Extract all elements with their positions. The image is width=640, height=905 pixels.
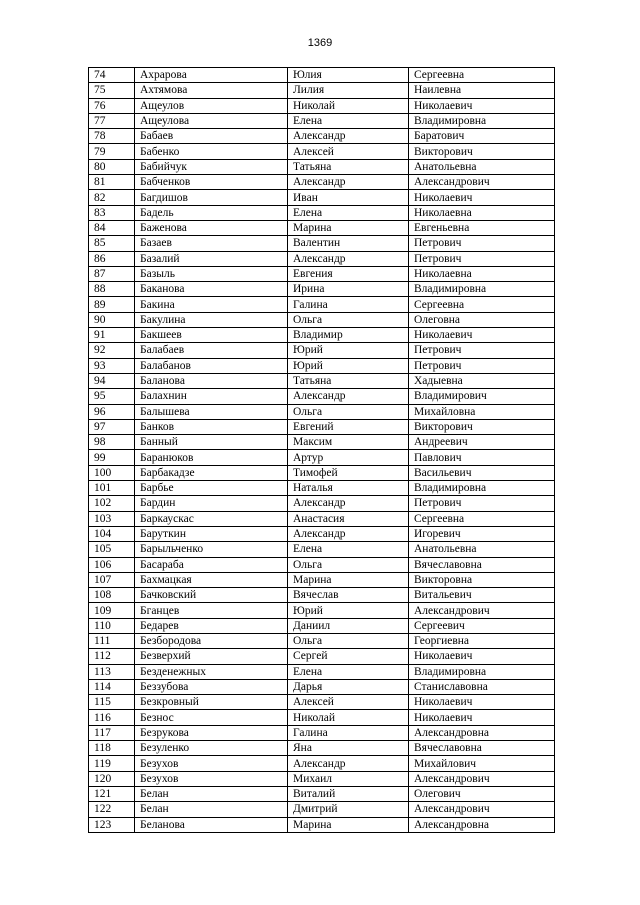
row-number-cell: 106: [89, 557, 135, 572]
first-name-cell: Юрий: [288, 343, 409, 358]
patronymic-cell: Владимировна: [409, 481, 555, 496]
row-number-cell: 86: [89, 251, 135, 266]
last-name-cell: Баркаускас: [135, 511, 288, 526]
row-number-cell: 109: [89, 603, 135, 618]
table-row: [89, 542, 555, 557]
last-name-cell: Баранюков: [135, 450, 288, 465]
table-row: [89, 756, 555, 771]
table-row: [89, 144, 555, 159]
row-number-cell: 83: [89, 205, 135, 220]
row-number-cell: 88: [89, 282, 135, 297]
first-name-cell: Алексей: [288, 695, 409, 710]
last-name-cell: Банный: [135, 435, 288, 450]
row-number-cell: 112: [89, 649, 135, 664]
row-number-cell: 108: [89, 588, 135, 603]
first-name-cell: Сергей: [288, 649, 409, 664]
row-number-cell: 87: [89, 266, 135, 281]
patronymic-cell: Витальевич: [409, 588, 555, 603]
last-name-cell: Беланова: [135, 817, 288, 832]
first-name-cell: Александр: [288, 175, 409, 190]
last-name-cell: Безухов: [135, 756, 288, 771]
first-name-cell: Александр: [288, 389, 409, 404]
patronymic-cell: Станиславовна: [409, 679, 555, 694]
first-name-cell: Елена: [288, 205, 409, 220]
patronymic-cell: Олегович: [409, 786, 555, 801]
row-number-cell: 105: [89, 542, 135, 557]
last-name-cell: Безуленко: [135, 741, 288, 756]
patronymic-cell: Васильевич: [409, 465, 555, 480]
patronymic-cell: Сергеевна: [409, 511, 555, 526]
first-name-cell: Иван: [288, 190, 409, 205]
table-row: [89, 435, 555, 450]
table-row: [89, 633, 555, 648]
row-number-cell: 104: [89, 526, 135, 541]
last-name-cell: Баженова: [135, 220, 288, 235]
table-row: [89, 297, 555, 312]
patronymic-cell: Хадыевна: [409, 373, 555, 388]
first-name-cell: Михаил: [288, 771, 409, 786]
first-name-cell: Валентин: [288, 236, 409, 251]
table-row: [89, 802, 555, 817]
first-name-cell: Татьяна: [288, 159, 409, 174]
patronymic-cell: Николаевич: [409, 710, 555, 725]
row-number-cell: 116: [89, 710, 135, 725]
patronymic-cell: Александрович: [409, 802, 555, 817]
first-name-cell: Николай: [288, 98, 409, 113]
table-row: [89, 328, 555, 343]
row-number-cell: 90: [89, 312, 135, 327]
table-row: [89, 205, 555, 220]
table-row: [89, 603, 555, 618]
row-number-cell: 94: [89, 373, 135, 388]
patronymic-cell: Вячеславовна: [409, 557, 555, 572]
table-row: [89, 679, 555, 694]
last-name-cell: Белан: [135, 786, 288, 801]
patronymic-cell: Сергеевна: [409, 297, 555, 312]
last-name-cell: Безденежных: [135, 664, 288, 679]
patronymic-cell: Олеговна: [409, 312, 555, 327]
last-name-cell: Безверхий: [135, 649, 288, 664]
first-name-cell: Артур: [288, 450, 409, 465]
last-name-cell: Базалий: [135, 251, 288, 266]
last-name-cell: Балахнин: [135, 389, 288, 404]
table-row: [89, 817, 555, 832]
patronymic-cell: Петрович: [409, 251, 555, 266]
row-number-cell: 89: [89, 297, 135, 312]
first-name-cell: Александр: [288, 526, 409, 541]
last-name-cell: Бардин: [135, 496, 288, 511]
row-number-cell: 92: [89, 343, 135, 358]
first-name-cell: Елена: [288, 664, 409, 679]
first-name-cell: Дмитрий: [288, 802, 409, 817]
table-row: [89, 465, 555, 480]
patronymic-cell: Андреевич: [409, 435, 555, 450]
first-name-cell: Ольга: [288, 312, 409, 327]
table-row: [89, 251, 555, 266]
last-name-cell: Багдишов: [135, 190, 288, 205]
table-row: [89, 389, 555, 404]
row-number-cell: 107: [89, 572, 135, 587]
last-name-cell: Ахрарова: [135, 68, 288, 83]
first-name-cell: Галина: [288, 297, 409, 312]
first-name-cell: Лилия: [288, 83, 409, 98]
row-number-cell: 101: [89, 481, 135, 496]
patronymic-cell: Николаевич: [409, 190, 555, 205]
last-name-cell: Безухов: [135, 771, 288, 786]
patronymic-cell: Петрович: [409, 343, 555, 358]
row-number-cell: 121: [89, 786, 135, 801]
table-row: [89, 450, 555, 465]
patronymic-cell: Викторович: [409, 144, 555, 159]
page-number: 1369: [307, 37, 333, 49]
patronymic-cell: Николаевич: [409, 98, 555, 113]
patronymic-cell: Александрович: [409, 603, 555, 618]
table-row: [89, 572, 555, 587]
last-name-cell: Безрукова: [135, 725, 288, 740]
patronymic-cell: Николаевич: [409, 649, 555, 664]
patronymic-cell: Михайловна: [409, 404, 555, 419]
table-row: [89, 404, 555, 419]
patronymic-cell: Евгеньевна: [409, 220, 555, 235]
patronymic-cell: Александрович: [409, 771, 555, 786]
row-number-cell: 96: [89, 404, 135, 419]
first-name-cell: Николай: [288, 710, 409, 725]
last-name-cell: Бачковский: [135, 588, 288, 603]
first-name-cell: Алексей: [288, 144, 409, 159]
table-row: [89, 266, 555, 281]
row-number-cell: 77: [89, 113, 135, 128]
first-name-cell: Дарья: [288, 679, 409, 694]
table-row: [89, 481, 555, 496]
table-row: [89, 771, 555, 786]
patronymic-cell: Павлович: [409, 450, 555, 465]
last-name-cell: Барбакадзе: [135, 465, 288, 480]
row-number-cell: 75: [89, 83, 135, 98]
row-number-cell: 95: [89, 389, 135, 404]
row-number-cell: 114: [89, 679, 135, 694]
row-number-cell: 98: [89, 435, 135, 450]
table-row: [89, 649, 555, 664]
first-name-cell: Евгений: [288, 419, 409, 434]
last-name-cell: Балабанов: [135, 358, 288, 373]
last-name-cell: Балабаев: [135, 343, 288, 358]
row-number-cell: 111: [89, 633, 135, 648]
patronymic-cell: Сергеевич: [409, 618, 555, 633]
patronymic-cell: Петрович: [409, 236, 555, 251]
last-name-cell: Балышева: [135, 404, 288, 419]
first-name-cell: Ирина: [288, 282, 409, 297]
patronymic-cell: Наилевна: [409, 83, 555, 98]
first-name-cell: Ольга: [288, 557, 409, 572]
patronymic-cell: Владимирович: [409, 389, 555, 404]
row-number-cell: 74: [89, 68, 135, 83]
table-row: [89, 725, 555, 740]
table-row: [89, 190, 555, 205]
row-number-cell: 113: [89, 664, 135, 679]
patronymic-cell: Александровна: [409, 817, 555, 832]
row-number-cell: 103: [89, 511, 135, 526]
first-name-cell: Евгения: [288, 266, 409, 281]
first-name-cell: Юрий: [288, 358, 409, 373]
first-name-cell: Ольга: [288, 404, 409, 419]
row-number-cell: 91: [89, 328, 135, 343]
first-name-cell: Марина: [288, 817, 409, 832]
table-row: [89, 511, 555, 526]
row-number-cell: 118: [89, 741, 135, 756]
row-number-cell: 85: [89, 236, 135, 251]
last-name-cell: Базаев: [135, 236, 288, 251]
row-number-cell: 84: [89, 220, 135, 235]
last-name-cell: Бахмацкая: [135, 572, 288, 587]
last-name-cell: Бабченков: [135, 175, 288, 190]
table-row: [89, 159, 555, 174]
table-row: [89, 526, 555, 541]
last-name-cell: Басараба: [135, 557, 288, 572]
patronymic-cell: Петрович: [409, 496, 555, 511]
last-name-cell: Бедарев: [135, 618, 288, 633]
patronymic-cell: Георгиевна: [409, 633, 555, 648]
first-name-cell: Александр: [288, 251, 409, 266]
patronymic-cell: Владимировна: [409, 282, 555, 297]
first-name-cell: Вячеслав: [288, 588, 409, 603]
row-number-cell: 119: [89, 756, 135, 771]
last-name-cell: Ахтямова: [135, 83, 288, 98]
first-name-cell: Владимир: [288, 328, 409, 343]
last-name-cell: Ащеулов: [135, 98, 288, 113]
first-name-cell: Максим: [288, 435, 409, 450]
table-row: [89, 129, 555, 144]
row-number-cell: 76: [89, 98, 135, 113]
first-name-cell: Елена: [288, 113, 409, 128]
table-row: [89, 710, 555, 725]
patronymic-cell: Петрович: [409, 358, 555, 373]
last-name-cell: Базыль: [135, 266, 288, 281]
row-number-cell: 93: [89, 358, 135, 373]
first-name-cell: Яна: [288, 741, 409, 756]
first-name-cell: Татьяна: [288, 373, 409, 388]
first-name-cell: Марина: [288, 220, 409, 235]
patronymic-cell: Вячеславовна: [409, 741, 555, 756]
patronymic-cell: Игоревич: [409, 526, 555, 541]
table-row: [89, 282, 555, 297]
patronymic-cell: Николаевна: [409, 266, 555, 281]
first-name-cell: Наталья: [288, 481, 409, 496]
row-number-cell: 110: [89, 618, 135, 633]
table-row: [89, 373, 555, 388]
table-row: [89, 496, 555, 511]
row-number-cell: 100: [89, 465, 135, 480]
table-row: [89, 236, 555, 251]
patronymic-cell: Анатольевна: [409, 159, 555, 174]
table-row: [89, 68, 555, 83]
patronymic-cell: Александрович: [409, 175, 555, 190]
last-name-cell: Белан: [135, 802, 288, 817]
last-name-cell: Бакина: [135, 297, 288, 312]
patronymic-cell: Михайлович: [409, 756, 555, 771]
row-number-cell: 81: [89, 175, 135, 190]
last-name-cell: Безбородова: [135, 633, 288, 648]
first-name-cell: Анастасия: [288, 511, 409, 526]
table-row: [89, 312, 555, 327]
names-table: [88, 67, 555, 833]
patronymic-cell: Баратович: [409, 129, 555, 144]
row-number-cell: 122: [89, 802, 135, 817]
first-name-cell: Виталий: [288, 786, 409, 801]
table-row: [89, 98, 555, 113]
last-name-cell: Баруткин: [135, 526, 288, 541]
table-row: [89, 741, 555, 756]
last-name-cell: Бакулина: [135, 312, 288, 327]
patronymic-cell: Николаевна: [409, 205, 555, 220]
last-name-cell: Бакшеев: [135, 328, 288, 343]
table-row: [89, 175, 555, 190]
patronymic-cell: Сергеевна: [409, 68, 555, 83]
row-number-cell: 79: [89, 144, 135, 159]
last-name-cell: Безкровный: [135, 695, 288, 710]
last-name-cell: Барыльченко: [135, 542, 288, 557]
table-row: [89, 695, 555, 710]
first-name-cell: Юлия: [288, 68, 409, 83]
first-name-cell: Тимофей: [288, 465, 409, 480]
row-number-cell: 117: [89, 725, 135, 740]
first-name-cell: Юрий: [288, 603, 409, 618]
patronymic-cell: Николаевич: [409, 328, 555, 343]
first-name-cell: Александр: [288, 756, 409, 771]
row-number-cell: 115: [89, 695, 135, 710]
first-name-cell: Александр: [288, 496, 409, 511]
table-row: [89, 664, 555, 679]
patronymic-cell: Владимировна: [409, 664, 555, 679]
table-row: [89, 786, 555, 801]
table-row: [89, 557, 555, 572]
table-row: [89, 343, 555, 358]
last-name-cell: Бабенко: [135, 144, 288, 159]
patronymic-cell: Викторович: [409, 419, 555, 434]
table-row: [89, 588, 555, 603]
last-name-cell: Барбье: [135, 481, 288, 496]
table-row: [89, 113, 555, 128]
row-number-cell: 78: [89, 129, 135, 144]
row-number-cell: 123: [89, 817, 135, 832]
row-number-cell: 102: [89, 496, 135, 511]
row-number-cell: 80: [89, 159, 135, 174]
table-row: [89, 419, 555, 434]
last-name-cell: Беззубова: [135, 679, 288, 694]
first-name-cell: Ольга: [288, 633, 409, 648]
last-name-cell: Баканова: [135, 282, 288, 297]
last-name-cell: Ащеулова: [135, 113, 288, 128]
first-name-cell: Даниил: [288, 618, 409, 633]
table-row: [89, 358, 555, 373]
table-row: [89, 618, 555, 633]
last-name-cell: Банков: [135, 419, 288, 434]
last-name-cell: Баланова: [135, 373, 288, 388]
table-row: [89, 220, 555, 235]
last-name-cell: Бабийчук: [135, 159, 288, 174]
patronymic-cell: Николаевич: [409, 695, 555, 710]
row-number-cell: 120: [89, 771, 135, 786]
table-row: [89, 83, 555, 98]
last-name-cell: Безнос: [135, 710, 288, 725]
row-number-cell: 97: [89, 419, 135, 434]
first-name-cell: Елена: [288, 542, 409, 557]
first-name-cell: Галина: [288, 725, 409, 740]
patronymic-cell: Анатольевна: [409, 542, 555, 557]
first-name-cell: Марина: [288, 572, 409, 587]
last-name-cell: Бабаев: [135, 129, 288, 144]
first-name-cell: Александр: [288, 129, 409, 144]
names-table-body: [89, 68, 555, 833]
last-name-cell: Бадель: [135, 205, 288, 220]
patronymic-cell: Александровна: [409, 725, 555, 740]
row-number-cell: 99: [89, 450, 135, 465]
row-number-cell: 82: [89, 190, 135, 205]
patronymic-cell: Владимировна: [409, 113, 555, 128]
last-name-cell: Бганцев: [135, 603, 288, 618]
patronymic-cell: Викторовна: [409, 572, 555, 587]
